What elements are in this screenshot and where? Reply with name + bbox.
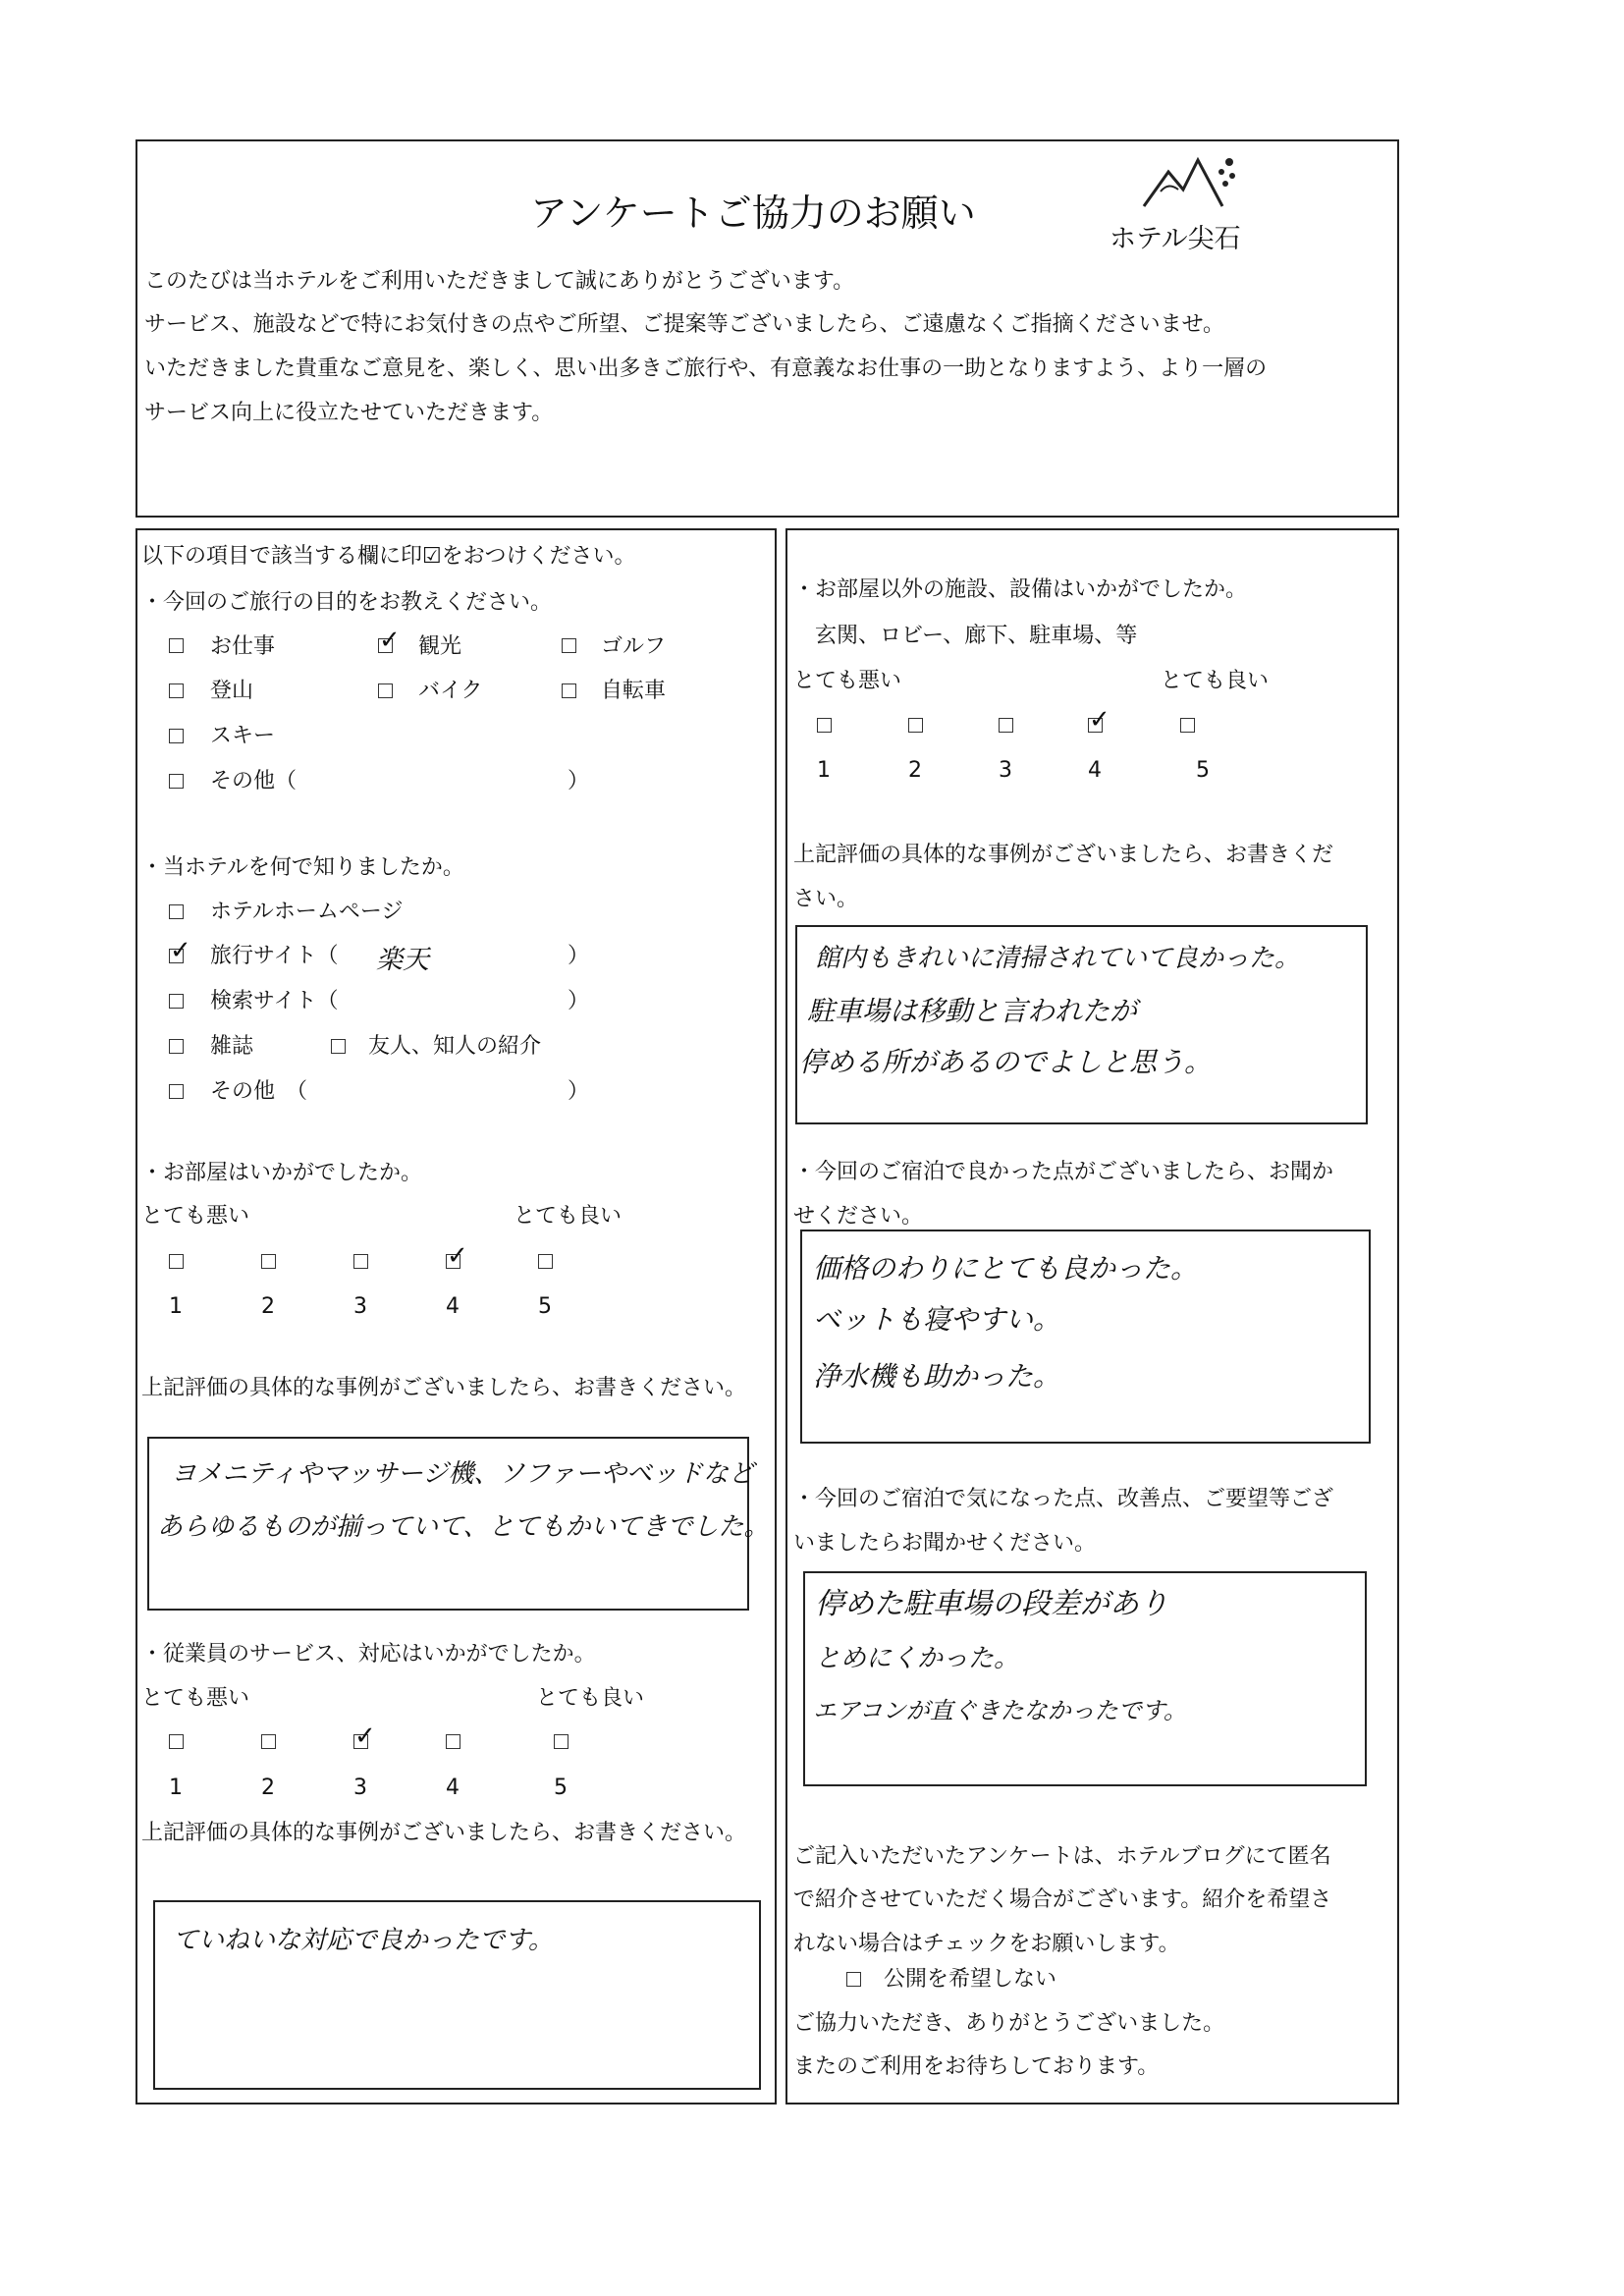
facilities-answer-line-3: 停める所があるのでよしと思う。 [799,1046,1213,1078]
staff-rating-3[interactable] [353,1734,368,1749]
source-search-label: 検索サイト（ [210,989,339,1013]
room-rating-4[interactable] [446,1254,460,1269]
purpose-work-label: お仕事 [210,634,276,659]
purpose-sightseeing-label: 観光 [418,634,462,659]
no-publish-checkbox[interactable] [846,1972,861,1987]
facilities-scale-2: 2 [908,758,922,783]
improve-question-line-2: いましたらお聞かせください。 [793,1531,1097,1556]
facilities-high-label: とても良い [1161,669,1270,693]
room-scale-4: 4 [446,1294,460,1319]
source-magazine-label: 雑誌 [210,1034,254,1059]
source-homepage-checkbox[interactable] [169,904,184,919]
purpose-work-checkbox[interactable] [169,638,184,653]
staff-answer-line-1: ていねいな対応で良かったです。 [173,1926,554,1955]
page-title: アンケートご協力のお願い [530,191,976,235]
improve-answer-line-2: とめにくかった。 [815,1644,1020,1673]
purpose-bicycle-checkbox[interactable] [562,683,576,698]
staff-scale-1: 1 [169,1776,183,1800]
source-travel-site-label: 旅行サイト（ [210,944,339,968]
staff-high-label: とても良い [536,1686,645,1711]
facilities-scale-4: 4 [1088,758,1102,783]
source-travel-site-close: ） [568,944,590,968]
source-friend-checkbox[interactable] [331,1039,346,1054]
room-rating-2[interactable] [261,1254,276,1269]
closing-again: またのご利用をお待ちしております。 [793,2054,1160,2079]
improve-answer-line-1: 停めた駐車場の段差があり [815,1587,1168,1621]
facilities-rating-5[interactable] [1180,718,1195,733]
facilities-rating-1[interactable] [817,718,832,733]
room-answer-line-2: あらゆるものが揃っていて、とてもかいてきでした。 [157,1512,770,1542]
facilities-scale-3: 3 [999,758,1012,783]
purpose-climbing-checkbox[interactable] [169,683,184,698]
hotel-brand: ホテル尖石 [1110,224,1241,254]
good-question-line-1: ・今回のご宿泊で良かった点がございましたら、お聞か [793,1160,1334,1184]
facilities-low-label: とても悪い [793,669,902,693]
purpose-golf-label: ゴルフ [601,634,667,659]
purpose-other-close: ） [568,769,590,793]
purpose-ski-checkbox[interactable] [169,729,184,743]
purpose-ski-label: スキー [210,724,276,748]
purpose-bicycle-label: 自転車 [601,679,667,703]
facilities-rating-3[interactable] [999,718,1013,733]
travel-site-answer: 楽天 [376,945,429,975]
improve-answer-line-3: エアコンが直ぐきたなかったです。 [813,1697,1187,1724]
intro-line-3: いただきました貴重なご意見を、楽しく、思い出多きご旅行や、有意義なお仕事の一助となりますよう、より一層の [144,356,1268,381]
staff-rating-5[interactable] [554,1734,568,1749]
staff-scale-5: 5 [554,1776,568,1800]
intro-line-4: サービス向上に役立たせていただきます。 [144,401,554,425]
facilities-prompt-line-1: 上記評価の具体的な事例がございましたら、お書きくだ [793,843,1334,867]
purpose-other-label: その他（ [210,769,298,793]
staff-scale-3: 3 [353,1776,367,1800]
improve-question-line-1: ・今回のご宿泊で気になった点、改善点、ご要望等ござ [793,1487,1334,1511]
staff-rating-4[interactable] [446,1734,460,1749]
closing-line-3: れない場合はチェックをお願いします。 [793,1932,1180,1956]
staff-question: ・従業員のサービス、対応はいかがでしたか。 [141,1642,596,1667]
purpose-climbing-label: 登山 [210,679,254,703]
closing-line-1: ご記入いただいたアンケートは、ホテルブログにて匿名 [793,1844,1331,1869]
facilities-question: ・お部屋以外の施設、設備はいかがでしたか。 [793,577,1248,602]
room-answer-line-1: ヨメニティやマッサージ機、ソファーやベッドなど [171,1459,754,1489]
closing-line-2: で紹介させていただく場合がございます。紹介を希望さ [793,1887,1332,1912]
source-search-close: ） [568,989,590,1013]
source-other-checkbox[interactable] [169,1084,184,1099]
room-question: ・お部屋はいかがでしたか。 [141,1161,423,1185]
room-scale-5: 5 [538,1294,552,1319]
no-publish-label: 公開を希望しない [884,1967,1057,1992]
source-friend-label: 友人、知人の紹介 [368,1034,542,1059]
staff-low-label: とても悪い [141,1686,250,1711]
facilities-answer-line-1: 館内もきれいに清掃されていて良かった。 [815,944,1301,973]
purpose-sightseeing-checkbox[interactable] [378,638,393,653]
purpose-bike-label: バイク [418,679,483,703]
staff-rating-1[interactable] [169,1734,184,1749]
source-other-close: ） [568,1079,590,1104]
purpose-bike-checkbox[interactable] [378,683,393,698]
purpose-other-checkbox[interactable] [169,774,184,789]
facilities-scale-1: 1 [817,758,831,783]
facilities-scale-5: 5 [1196,758,1210,783]
source-other-label: その他 （ [210,1079,308,1104]
facilities-answer-line-2: 駐車場は移動と言われたが [807,995,1138,1027]
hotel-logo-icon [1139,152,1252,211]
room-high-label: とても良い [514,1204,623,1229]
intro-line-2: サービス、施設などで特にお気付きの点やご所望、ご提案等ございましたら、ご遠慮なくご指摘くださいませ。 [144,312,1225,337]
room-prompt: 上記評価の具体的な事例がございましたら、お書きください。 [141,1376,747,1400]
facilities-examples: 玄関、ロビー、廊下、駐車場、等 [815,624,1138,648]
staff-rating-2[interactable] [261,1734,276,1749]
room-rating-3[interactable] [353,1254,368,1269]
staff-scale-4: 4 [446,1776,460,1800]
staff-prompt: 上記評価の具体的な事例がございましたら、お書きください。 [141,1821,747,1845]
closing-thanks: ご協力いただき、ありがとうございました。 [793,2011,1225,2036]
facilities-rating-4[interactable] [1088,718,1103,733]
purpose-question: ・今回のご旅行の目的をお教えください。 [141,590,553,615]
intro-line-1: このたびは当ホテルをご利用いただきまして誠にありがとうございます。 [144,269,855,294]
room-scale-1: 1 [169,1294,183,1319]
good-answer-line-1: 価格のわりにとても良かった。 [813,1252,1199,1285]
room-scale-3: 3 [353,1294,367,1319]
room-rating-1[interactable] [169,1254,184,1269]
source-travel-site-checkbox[interactable] [169,949,184,963]
room-scale-2: 2 [261,1294,275,1319]
source-question: ・当ホテルを何で知りましたか。 [141,855,464,880]
purpose-golf-checkbox[interactable] [562,638,576,653]
source-homepage-label: ホテルホームページ [210,900,404,924]
facilities-prompt-line-2: さい。 [793,887,859,911]
room-rating-5[interactable] [538,1254,553,1269]
instruction: 以下の項目で該当する欄に印☑をおつけください。 [141,544,636,569]
source-magazine-checkbox[interactable] [169,1039,184,1054]
facilities-rating-2[interactable] [908,718,923,733]
room-low-label: とても悪い [141,1204,250,1229]
good-answer-line-2: ベットも寝やすい。 [813,1303,1061,1336]
staff-scale-2: 2 [261,1776,275,1800]
good-answer-line-3: 浄水機も助かった。 [813,1360,1061,1393]
source-search-checkbox[interactable] [169,994,184,1009]
good-question-line-2: せください。 [793,1204,924,1229]
